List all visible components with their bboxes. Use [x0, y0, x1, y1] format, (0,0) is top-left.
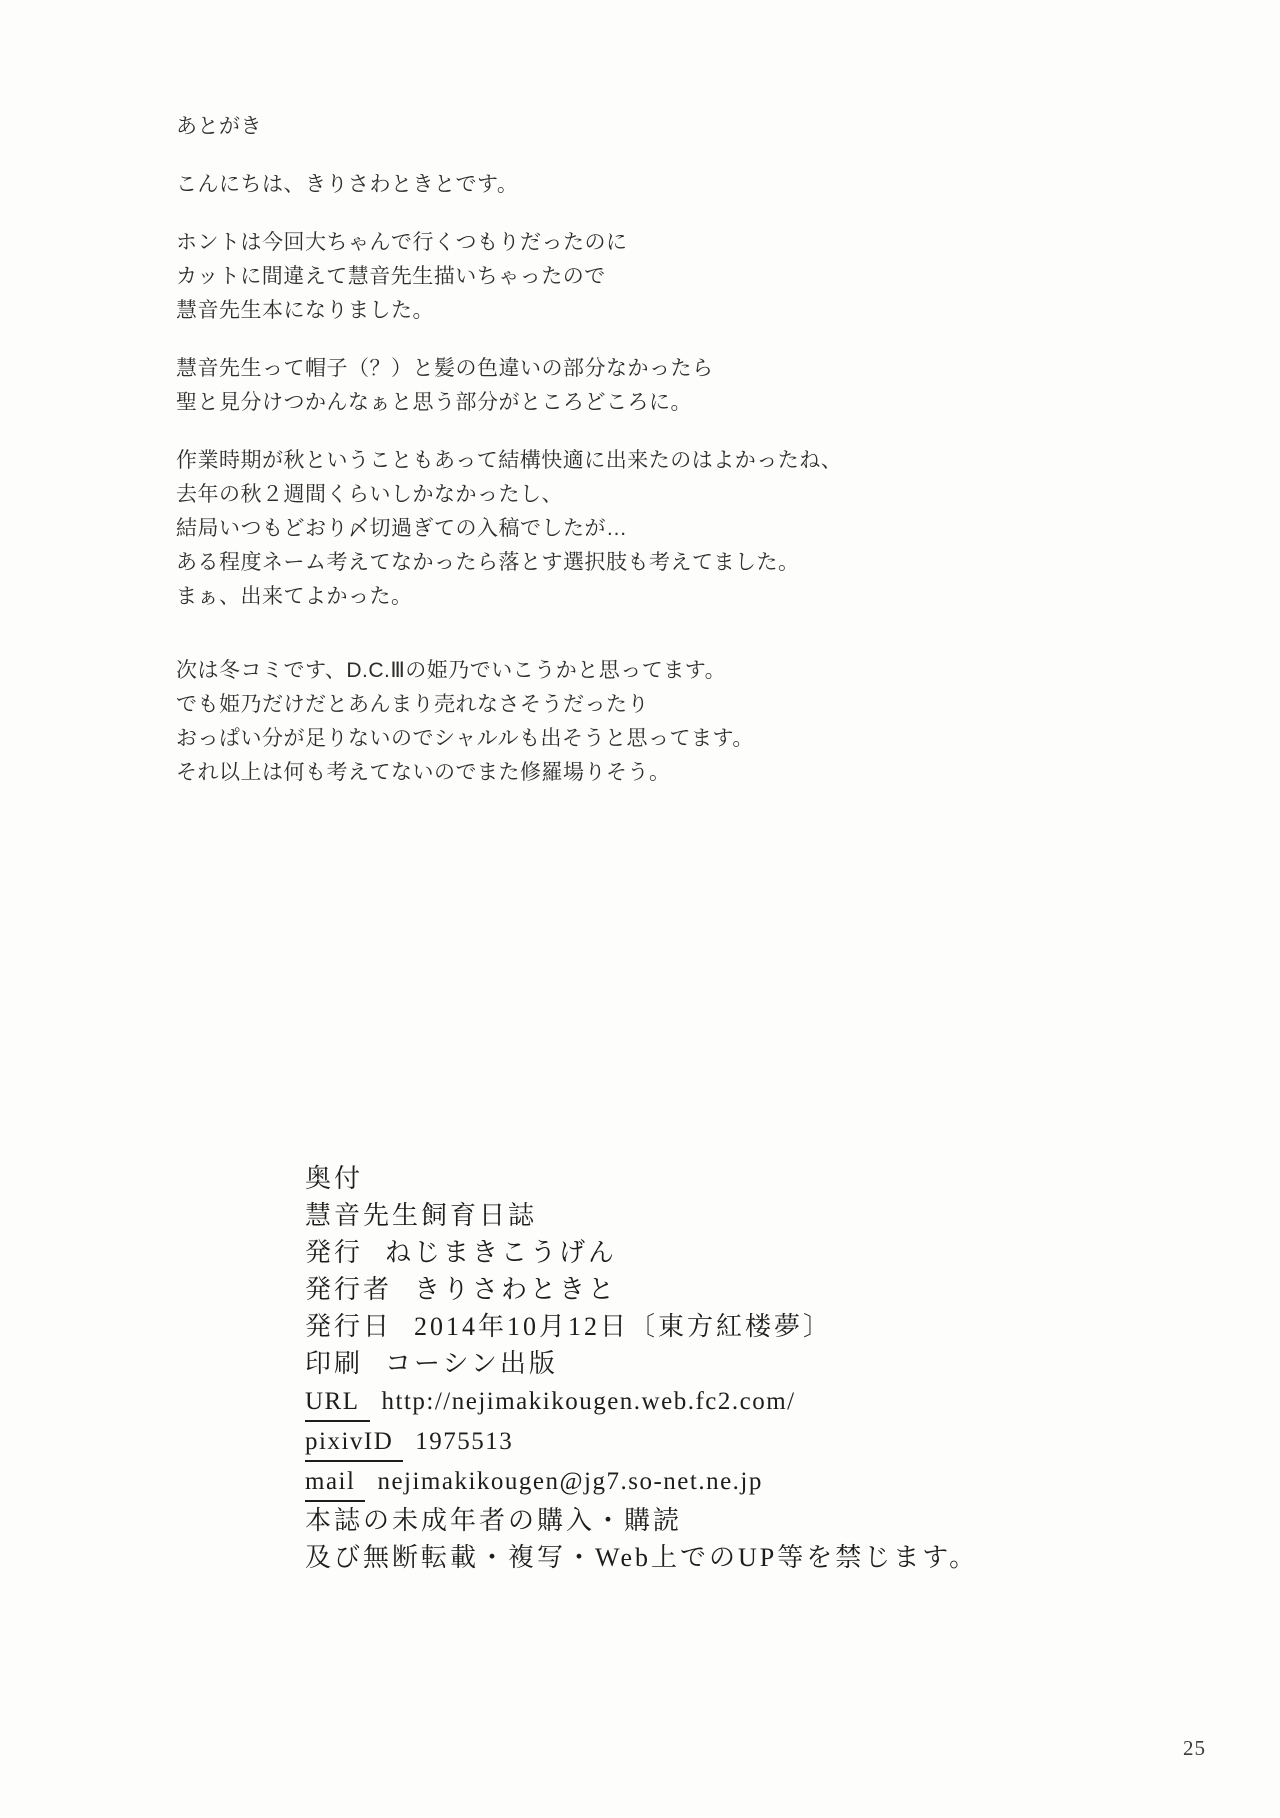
colophon-notice-line: 及び無断転載・複写・Web上でのUP等を禁じます。 — [305, 1543, 979, 1572]
afterword-paragraph — [176, 444, 936, 614]
afterword-line: 慧音先生本になりました。 — [176, 299, 434, 322]
afterword-paragraph — [176, 168, 936, 202]
printer-label: 印刷 — [305, 1349, 364, 1378]
pixiv-id-value: 1975513 — [415, 1428, 514, 1455]
afterword-line: 慧音先生って帽子（？）と髪の色違いの部分なかったら — [176, 357, 714, 380]
afterword-paragraph — [176, 654, 936, 790]
url-value: http://nejimakikougen.web.fc2.com/ — [381, 1388, 796, 1415]
afterword-line: 去年の秋２週間くらいしかなかったし、 — [176, 483, 563, 506]
mail-label: mail — [305, 1463, 365, 1502]
colophon-row-author — [305, 1271, 945, 1308]
afterword-title: あとがき — [176, 115, 262, 138]
afterword-line: ホントは今回大ちゃんで行くつもりだったのに — [176, 231, 628, 254]
afterword-line: まぁ、出来てよかった。 — [176, 585, 413, 608]
afterword-paragraph — [176, 226, 936, 328]
afterword-line: それ以上は何も考えてないのでまた修羅場りそう。 — [176, 761, 671, 784]
afterword-title-block — [176, 110, 936, 144]
printer-value: コーシン出版 — [385, 1349, 558, 1378]
url-label: URL — [305, 1383, 370, 1422]
colophon-heading: 奥付 — [305, 1164, 364, 1193]
afterword-section — [176, 110, 936, 814]
pixiv-id-label: pixivID — [305, 1423, 403, 1462]
afterword-line: ある程度ネーム考えてなかったら落とす選択肢も考えてました。 — [176, 551, 800, 574]
colophon-book-title: 慧音先生飼育日誌 — [305, 1201, 538, 1230]
afterword-line: カットに間違えて慧音先生描いちゃったので — [176, 265, 606, 288]
colophon-row-pixiv — [305, 1422, 945, 1462]
afterword-line: でも姫乃だけだとあんまり売れなさそうだったり — [176, 693, 649, 716]
afterword-line: 次は冬コミです、D.C.Ⅲの姫乃でいこうかと思ってます。 — [176, 659, 727, 682]
afterword-line: おっぱい分が足りないのでシャルルも出そうと思ってます。 — [176, 727, 754, 750]
publisher-value: ねじまきこうげん — [385, 1238, 618, 1267]
author-value: きりさわときと — [414, 1275, 618, 1304]
author-label: 発行者 — [305, 1275, 393, 1304]
afterword-line: 作業時期が秋ということもあって結構快適に出来たのはよかったね、 — [176, 449, 843, 472]
colophon-row-mail — [305, 1462, 945, 1502]
colophon-row-url — [305, 1382, 945, 1422]
colophon-row-printer — [305, 1345, 945, 1382]
afterword-paragraph — [176, 352, 936, 420]
page-number: 25 — [1183, 1736, 1206, 1760]
date-label: 発行日 — [305, 1312, 393, 1341]
date-value: 2014年10月12日〔東方紅楼夢〕 — [414, 1312, 833, 1341]
publisher-label: 発行 — [305, 1238, 364, 1267]
afterword-line: こんにちは、きりさわときとです。 — [176, 173, 519, 196]
afterword-line: 結局いつもどおり〆切過ぎての入稿でしたが… — [176, 517, 628, 540]
colophon-row-publisher — [305, 1234, 945, 1271]
colophon-row-date — [305, 1308, 945, 1345]
colophon-section — [305, 1160, 979, 1576]
colophon-notice-line: 本誌の未成年者の購入・購読 — [305, 1506, 683, 1535]
afterword-line: 聖と見分けつかんなぁと思う部分がところどころに。 — [176, 391, 692, 414]
mail-value: nejimakikougen@jg7.so-net.ne.jp — [377, 1468, 763, 1495]
